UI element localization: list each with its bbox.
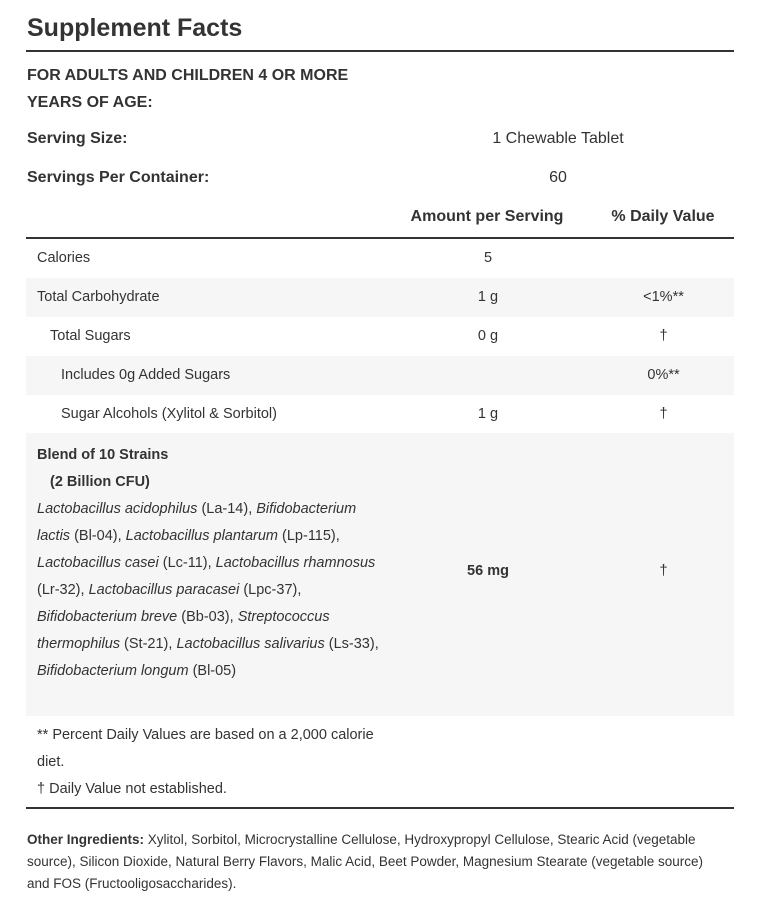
nutrient-name: Total Carbohydrate — [37, 289, 160, 305]
strain-code: (Lr-32) — [37, 582, 81, 598]
serving-size-value: 1 Chewable Tablet — [492, 130, 624, 147]
strain-code: (St-21) — [124, 636, 169, 652]
serving-size-label: Serving Size: — [27, 130, 128, 147]
strain-species: Bifidobacterium lactis — [37, 501, 357, 544]
strain-species: Lactobacillus casei — [37, 555, 159, 571]
strain-species: Lactobacillus paracasei — [88, 582, 240, 598]
nutrient-amount: 0 g — [477, 328, 499, 344]
strain-species: Lactobacillus salivarius — [176, 636, 325, 652]
strain-species: Lactobacillus acidophilus — [37, 501, 198, 517]
blend-name: Blend of 10 Strains — [37, 447, 169, 463]
footnotes — [37, 722, 377, 803]
strain-code: (Bb-03) — [181, 609, 230, 625]
strain-species: Bifidobacterium longum — [37, 663, 189, 679]
nutrient-name: Sugar Alcohols (Xylitol & Sorbitol) — [61, 406, 277, 422]
nutrient-row — [26, 278, 734, 317]
nutrient-amount: 1 g — [477, 406, 499, 422]
daily-value-header: % Daily Value — [611, 208, 715, 225]
panel-title: Supplement Facts — [27, 14, 243, 42]
strain-species: Lactobacillus rhamnosus — [215, 555, 376, 571]
nutrient-name: Total Sugars — [50, 328, 131, 344]
percent-dv-footnote: ** Percent Daily Values are based on a 2,000 calorie diet. — [37, 727, 374, 770]
nutrient-daily-value: 0%** — [647, 367, 680, 383]
nutrient-name: Includes 0g Added Sugars — [61, 367, 231, 383]
title-divider — [26, 50, 734, 52]
audience-statement: FOR ADULTS AND CHILDREN 4 OR MORE YEARS OF AGE: — [27, 67, 349, 111]
strain-code: (La-14) — [201, 501, 249, 517]
nutrient-amount: 5 — [483, 250, 493, 266]
strain-species: Streptococcus thermophilus — [37, 609, 330, 652]
strain-code: (Bl-05) — [192, 663, 237, 679]
footnote-divider — [26, 807, 734, 809]
other-ingredients — [27, 829, 727, 895]
servings-per-container-label: Servings Per Container: — [27, 169, 210, 186]
strain-code: (Lpc-37) — [243, 582, 298, 598]
blend-cfu: (2 Billion CFU) — [50, 474, 150, 490]
nutrient-row — [26, 356, 734, 395]
blend-strain-list: Lactobacillus acidophilus (La-14), Bifidobacterium lactis (Bl-04), Lactobacillus plantarum (Lp-115), Lactobacillus casei (Lc-11), Lactobacillus rhamnosus (Lr-32), Lactobacillus paracasei (Lpc-37), Bifidobacterium breve (Bb-03), Streptococcus thermophilus (St-21), Lactobacillus salivarius (Ls-33), Bifidobacterium longum (Bl-05) — [37, 501, 379, 679]
dv-not-established-footnote: † Daily Value not established. — [37, 781, 227, 797]
strain-species: Bifidobacterium breve — [37, 609, 178, 625]
servings-per-container-value: 60 — [549, 169, 567, 186]
nutrient-row — [26, 395, 734, 434]
blend-description — [37, 442, 387, 685]
strain-code: (Lp-115) — [282, 528, 336, 544]
nutrient-row — [26, 239, 734, 278]
nutrient-daily-value: † — [659, 406, 668, 422]
strain-species: Lactobacillus plantarum — [125, 528, 278, 544]
strain-code: (Lc-11) — [162, 555, 208, 571]
strain-code: (Bl-04) — [74, 528, 118, 544]
nutrient-amount: 1 g — [477, 289, 499, 305]
other-ingredients-text: Xylitol, Sorbitol, Microcrystalline Cellulose, Hydroxypropyl Cellulose, Stearic Acid (vegetable source), Silicon Dioxide, Natural Berry Flavors, Malic Acid, Beet Powder, Magnesium Stearate (vegetable source) and FOS (Fructooligosaccharides). — [27, 832, 704, 891]
blend-amount: 56 mg — [467, 563, 509, 579]
strain-code: (Ls-33) — [328, 636, 375, 652]
blend-daily-value: † — [659, 563, 668, 579]
nutrient-row — [26, 317, 734, 356]
nutrient-daily-value: † — [659, 328, 668, 344]
nutrient-name: Calories — [37, 250, 91, 266]
nutrient-daily-value: <1%** — [643, 289, 684, 305]
other-ingredients-label: Other Ingredients: — [27, 832, 145, 847]
probiotic-blend-row — [26, 433, 734, 716]
amount-per-serving-header: Amount per Serving — [410, 208, 564, 225]
